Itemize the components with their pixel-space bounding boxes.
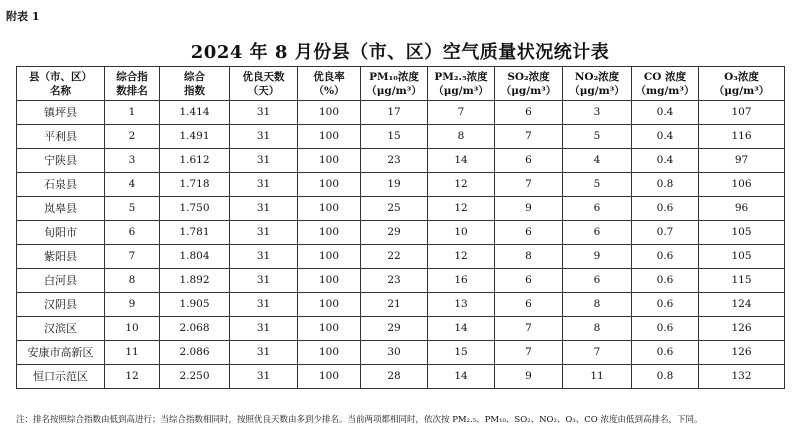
table-cell: 0.8 — [632, 173, 699, 197]
table-cell: 0.4 — [632, 101, 699, 125]
table-cell: 8 — [563, 293, 632, 317]
header-cell: 综合 指数 — [160, 67, 230, 101]
table-cell: 126 — [699, 317, 785, 341]
table-cell: 8 — [105, 269, 160, 293]
table-cell: 100 — [298, 341, 361, 365]
table-cell: 12 — [428, 173, 495, 197]
table-cell: 11 — [563, 365, 632, 389]
table-cell: 14 — [428, 365, 495, 389]
header-cell: 优良率 （%） — [298, 67, 361, 101]
county-name-cell: 石泉县 — [17, 173, 105, 197]
table-cell: 19 — [361, 173, 428, 197]
table-row — [17, 221, 785, 245]
table-cell: 126 — [699, 341, 785, 365]
table-row — [17, 101, 785, 125]
table-cell: 9 — [495, 365, 563, 389]
table-cell: 9 — [105, 293, 160, 317]
table-cell: 9 — [495, 197, 563, 221]
table-body — [17, 101, 785, 389]
table-cell: 1 — [105, 101, 160, 125]
table-cell: 21 — [361, 293, 428, 317]
table-row — [17, 173, 785, 197]
table-cell: 15 — [361, 125, 428, 149]
table-cell: 7 — [495, 125, 563, 149]
table-cell: 30 — [361, 341, 428, 365]
table-cell: 116 — [699, 125, 785, 149]
header-row — [17, 67, 785, 101]
header-cell: 县（市、区） 名称 — [17, 67, 105, 101]
table-cell: 0.6 — [632, 341, 699, 365]
county-name-cell: 恒口示范区 — [17, 365, 105, 389]
table-cell: 12 — [428, 197, 495, 221]
table-cell: 0.6 — [632, 269, 699, 293]
table-cell: 31 — [230, 317, 298, 341]
table-cell: 0.8 — [632, 365, 699, 389]
table-cell: 31 — [230, 245, 298, 269]
table-cell: 14 — [428, 149, 495, 173]
table-row — [17, 317, 785, 341]
table-cell: 3 — [563, 101, 632, 125]
county-name-cell: 旬阳市 — [17, 221, 105, 245]
table-cell: 100 — [298, 149, 361, 173]
table-cell: 7 — [563, 341, 632, 365]
table-cell: 100 — [298, 173, 361, 197]
table-cell: 31 — [230, 149, 298, 173]
table-cell: 6 — [495, 269, 563, 293]
table-cell: 17 — [361, 101, 428, 125]
table-cell: 22 — [361, 245, 428, 269]
county-name-cell: 平利县 — [17, 125, 105, 149]
footnote: 注：排名按照综合指数由低到高进行；当综合指数相同时，按照优良天数由多到少排名。当前两项都相同时，依次按 PM₂.₅、PM₁₀、SO₂、NO₂、O₃、CO 浓度由低到高排名，下同。 — [16, 415, 703, 425]
table-cell: 4 — [563, 149, 632, 173]
county-name-cell: 岚皋县 — [17, 197, 105, 221]
header-cell: O₃浓度 （μg/m³） — [699, 67, 785, 101]
table-cell: 107 — [699, 101, 785, 125]
table-cell: 1.781 — [160, 221, 230, 245]
appendix-label: 附表 1 — [6, 10, 40, 23]
table-cell: 100 — [298, 101, 361, 125]
header-cell: SO₂浓度 （μg/m³） — [495, 67, 563, 101]
table-cell: 0.6 — [632, 245, 699, 269]
header-cell: PM₁₀浓度 （μg/m³） — [361, 67, 428, 101]
table-cell: 6 — [563, 197, 632, 221]
table-cell: 1.491 — [160, 125, 230, 149]
table-cell: 1.718 — [160, 173, 230, 197]
table-cell: 7 — [495, 173, 563, 197]
table-cell: 7 — [495, 317, 563, 341]
table-row — [17, 341, 785, 365]
table-cell: 29 — [361, 221, 428, 245]
county-name-cell: 汉滨区 — [17, 317, 105, 341]
table-cell: 6 — [495, 149, 563, 173]
table-cell: 0.6 — [632, 293, 699, 317]
county-name-cell: 镇坪县 — [17, 101, 105, 125]
table-cell: 31 — [230, 101, 298, 125]
table-cell: 9 — [563, 245, 632, 269]
table-cell: 115 — [699, 269, 785, 293]
table-cell: 5 — [563, 125, 632, 149]
table-cell: 29 — [361, 317, 428, 341]
county-name-cell: 安康市高新区 — [17, 341, 105, 365]
table-cell: 14 — [428, 317, 495, 341]
table-cell: 124 — [699, 293, 785, 317]
table-row — [17, 269, 785, 293]
table-cell: 100 — [298, 317, 361, 341]
table-row — [17, 245, 785, 269]
table-cell: 0.4 — [632, 125, 699, 149]
table-row — [17, 365, 785, 389]
table-cell: 100 — [298, 245, 361, 269]
table-cell: 106 — [699, 173, 785, 197]
table-cell: 31 — [230, 293, 298, 317]
table-cell: 0.6 — [632, 317, 699, 341]
table-cell: 0.6 — [632, 197, 699, 221]
table-cell: 12 — [428, 245, 495, 269]
table-cell: 1.892 — [160, 269, 230, 293]
table-cell: 100 — [298, 269, 361, 293]
table-cell: 15 — [428, 341, 495, 365]
header-cell: CO 浓度 （mg/m³） — [632, 67, 699, 101]
table-cell: 6 — [495, 101, 563, 125]
table-cell: 13 — [428, 293, 495, 317]
table-cell: 6 — [105, 221, 160, 245]
table-cell: 100 — [298, 197, 361, 221]
table-cell: 2.250 — [160, 365, 230, 389]
page-title: 2024 年 8 月份县（市、区）空气质量状况统计表 — [190, 42, 610, 63]
table-cell: 11 — [105, 341, 160, 365]
table-cell: 2 — [105, 125, 160, 149]
table-cell: 0.7 — [632, 221, 699, 245]
table-row — [17, 149, 785, 173]
table-cell: 7 — [495, 341, 563, 365]
table-cell: 8 — [495, 245, 563, 269]
table-cell: 31 — [230, 341, 298, 365]
county-name-cell: 宁陕县 — [17, 149, 105, 173]
county-name-cell: 汉阴县 — [17, 293, 105, 317]
table-cell: 6 — [495, 221, 563, 245]
table-cell: 12 — [105, 365, 160, 389]
header-cell: NO₂浓度 （μg/m³） — [563, 67, 632, 101]
table-cell: 5 — [105, 197, 160, 221]
table-cell: 100 — [298, 125, 361, 149]
table-cell: 96 — [699, 197, 785, 221]
table-row — [17, 293, 785, 317]
table-cell: 100 — [298, 293, 361, 317]
header-cell: 优良天数 （天） — [230, 67, 298, 101]
table-cell: 0.4 — [632, 149, 699, 173]
table-cell: 132 — [699, 365, 785, 389]
county-name-cell: 白河县 — [17, 269, 105, 293]
table-cell: 31 — [230, 197, 298, 221]
table-cell: 28 — [361, 365, 428, 389]
table-cell: 1.804 — [160, 245, 230, 269]
table-cell: 1.750 — [160, 197, 230, 221]
table-cell: 4 — [105, 173, 160, 197]
header-cell: PM₂.₅浓度 （μg/m³） — [428, 67, 495, 101]
table-cell: 10 — [105, 317, 160, 341]
table-cell: 25 — [361, 197, 428, 221]
table-cell: 8 — [428, 125, 495, 149]
table-row — [17, 197, 785, 221]
table-cell: 10 — [428, 221, 495, 245]
table-cell: 5 — [563, 173, 632, 197]
table-cell: 31 — [230, 125, 298, 149]
table-cell: 23 — [361, 269, 428, 293]
table-cell: 105 — [699, 221, 785, 245]
table-cell: 7 — [428, 101, 495, 125]
table-cell: 2.068 — [160, 317, 230, 341]
air-quality-table — [16, 66, 785, 389]
table-cell: 6 — [563, 221, 632, 245]
table-cell: 8 — [563, 317, 632, 341]
table-cell: 31 — [230, 221, 298, 245]
table-cell: 23 — [361, 149, 428, 173]
table-cell: 97 — [699, 149, 785, 173]
table-row — [17, 125, 785, 149]
table-cell: 7 — [105, 245, 160, 269]
header-cell: 综合指 数排名 — [105, 67, 160, 101]
table-cell: 105 — [699, 245, 785, 269]
table-cell: 1.414 — [160, 101, 230, 125]
table-cell: 1.905 — [160, 293, 230, 317]
table-cell: 31 — [230, 173, 298, 197]
county-name-cell: 紫阳县 — [17, 245, 105, 269]
table-cell: 2.086 — [160, 341, 230, 365]
table-cell: 6 — [563, 269, 632, 293]
table-cell: 3 — [105, 149, 160, 173]
table-cell: 1.612 — [160, 149, 230, 173]
table-cell: 100 — [298, 365, 361, 389]
table-cell: 16 — [428, 269, 495, 293]
table-cell: 31 — [230, 269, 298, 293]
table-cell: 6 — [495, 293, 563, 317]
table-cell: 31 — [230, 365, 298, 389]
table-cell: 100 — [298, 221, 361, 245]
